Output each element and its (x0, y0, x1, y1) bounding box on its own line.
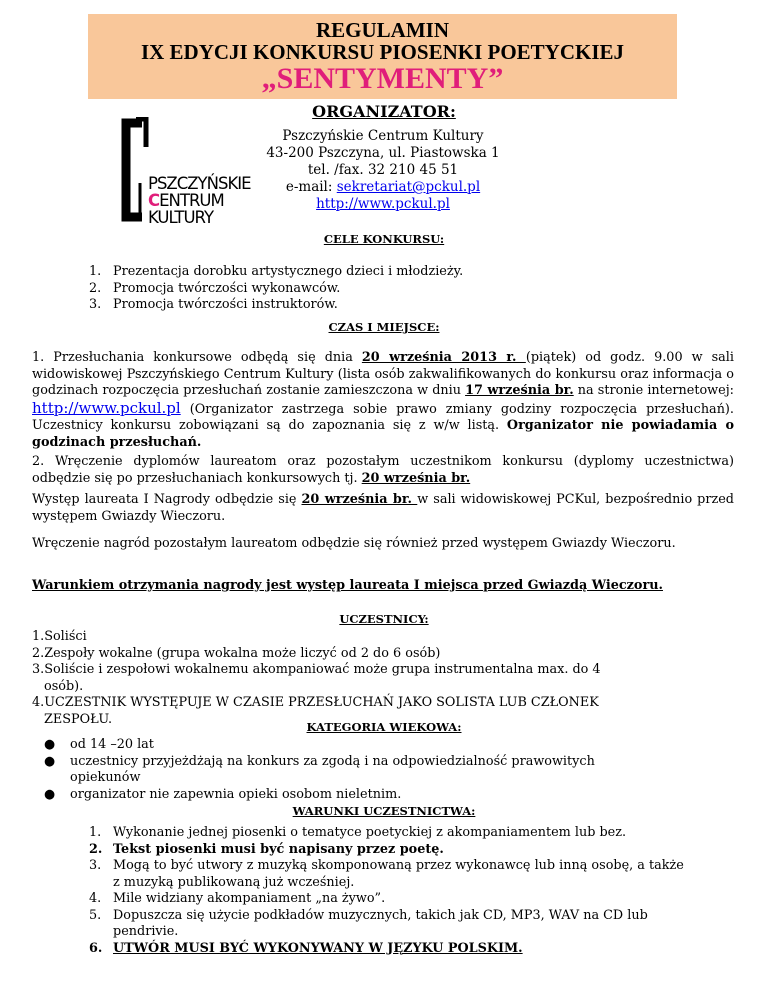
logo-text-line-1: PSZCZYŃSKIE (148, 174, 251, 193)
text-run: na stronie internetowej: (573, 383, 734, 398)
bullet-icon: ● (44, 737, 56, 752)
organizer-heading: ORGANIZATOR: (312, 102, 456, 121)
list-item: 2.Zespoły wokalne (grupa wokalna może liczyć od 2 do 6 osób) (32, 645, 441, 661)
organizer-address: 43-200 Pszczyna, ul. Piastowska 1 (266, 145, 500, 161)
item-number: 2. (89, 280, 102, 296)
hearings-paragraph (32, 350, 734, 451)
organizer-phone: tel. /fax. 32 210 45 51 (307, 162, 459, 178)
text-run: 2. Wręczenie dyplomów laureatom oraz pozostałym uczestnikom konkursu (dyplomy uczestnictwa) odbędzie się po przesłuchaniach konkursowych tj. (32, 454, 734, 486)
condition-text: Mile widziany akompaniament „na żywo”. (113, 891, 386, 906)
goals-heading: CELE KONKURSU: (323, 232, 445, 246)
title-line-1: REGULAMIN (315, 18, 449, 42)
item-number: 3. (89, 297, 102, 312)
bullet-text-continuation: opiekunów (70, 770, 141, 785)
bullet-text: uczestnicy przyjeżdżają na konkurs za zgodą i na odpowiedzialność prawowitych (70, 753, 595, 769)
list-item (89, 858, 734, 891)
condition-text-continuation: pendrivie. (113, 924, 179, 939)
goal-text: Promocja twórczości wykonawców. (113, 280, 341, 296)
text-run: 1. Przesłuchania konkursowe odbędą się dnia (32, 350, 362, 365)
logo-accent-letter: C (148, 191, 160, 210)
condition-text-continuation: z muzyką publikowaną już wcześniej. (113, 874, 355, 890)
list-item (44, 737, 724, 754)
list-item (89, 281, 689, 298)
item-number: 3. (89, 858, 102, 873)
list-item (89, 908, 734, 941)
goals-list (89, 264, 689, 314)
performance-date: 20 września br. (301, 492, 418, 507)
item-number: 6. (89, 940, 103, 956)
list-item (89, 891, 734, 908)
condition-text: UTWÓR MUSI BYĆ WYKONYWANY W JĘZYKU POLSKIM. (113, 940, 523, 956)
title-banner (88, 14, 677, 99)
organizer-email-line (258, 179, 508, 196)
hearing-date: 20 września 2013 r. (361, 350, 526, 365)
text-run: (Organizator zastrzega sobie prawo zmiany godziny rozpoczęcia przesłuchań). Uczestnicy konkursu zobowiązani są do zapoznania się z w/w listą. (32, 401, 734, 433)
age-category-heading: KATEGORIA WIEKOWA: (306, 720, 462, 734)
no-notice-statement: Organizator nie powiadamia o godzinach przesłuchań. (32, 418, 734, 450)
email-label: e-mail: (285, 179, 337, 195)
list-item (44, 787, 724, 804)
contest-name: „SENTYMENTY” (261, 62, 504, 95)
conditions-heading: WARUNKI UCZESTNICTWA: (292, 804, 476, 818)
laureate-performance-paragraph (32, 492, 734, 525)
list-item-continuation: osób). (44, 678, 84, 694)
condition-text: Mogą to być utwory z muzyką skomponowaną przez wykonawcę lub inną osobę, a także (113, 858, 684, 873)
organizer-contact (258, 128, 508, 213)
list-item: 3.Soliście i zespołowi wokalnemu akompaniować może grupa instrumentalna max. do 4 (32, 662, 601, 677)
participants-list (32, 629, 734, 728)
bullet-text: organizator nie zapewnia opieki osobom nieletnim. (70, 786, 402, 802)
bullet-text: od 14 –20 lat (70, 737, 154, 752)
bullet-icon: ● (44, 786, 56, 802)
list-item (89, 297, 689, 314)
condition-text: Wykonanie jednej piosenki o tematyce poetyckiej z akompaniamentem lub bez. (113, 825, 627, 840)
item-number: 1. (89, 825, 102, 840)
diplomas-date: 20 września br. (361, 470, 471, 486)
list-item (89, 842, 734, 859)
list-item (44, 754, 724, 787)
list-item-continuation: ZESPOŁU. (44, 711, 113, 727)
awards-paragraph: Wręczenie nagród pozostałym laureatom odbędzie się również przed występem Gwiazdy Wieczoru. (32, 536, 676, 551)
item-number: 5. (89, 907, 102, 923)
list-publish-date: 17 września br. (465, 383, 574, 398)
goal-text: Promocja twórczości instruktorów. (113, 297, 338, 312)
text-run: (piątek) od godz. 9.00 w sali widowiskowej Pszczyńskiego Centrum Kultury (lista osób zakwalifikowanych do konkursu oraz informacja o godzinach rozpoczęcia przesłuchań zostanie zamieszczona w dniu (32, 350, 734, 398)
website-link-inline[interactable]: http://www.pckul.pl (32, 398, 181, 417)
item-number: 2. (89, 841, 103, 857)
list-item: 1.Soliści (32, 629, 87, 644)
time-place-heading: CZAS I MIEJSCE: (328, 320, 440, 334)
conditions-list (89, 825, 734, 957)
list-item (89, 825, 734, 842)
organizer-name: Pszczyńskie Centrum Kultury (282, 128, 484, 144)
item-number: 1. (89, 264, 102, 279)
title-line-2: IX EDYCJI KONKURSU PIOSENKI POETYCKIEJ (140, 40, 625, 64)
list-item (89, 264, 689, 281)
logo-text-line-2-rest: ENTRUM (159, 191, 224, 210)
condition-text: Dopuszcza się użycie podkładów muzycznych, takich jak CD, MP3, WAV na CD lub (113, 907, 648, 923)
text-run: w sali widowiskowej PCKul, bezpośrednio przed występem Gwiazdy Wieczoru. (32, 492, 734, 524)
list-item (89, 941, 734, 958)
pck-logo (120, 117, 250, 225)
goal-text: Prezentacja dorobku artystycznego dzieci i młodzieży. (113, 264, 464, 279)
logo-text-line-2 (148, 192, 224, 209)
condition-text: Tekst piosenki musi być napisany przez poetę. (113, 841, 444, 857)
item-number: 4. (89, 891, 102, 906)
participants-heading: UCZESTNICY: (339, 612, 429, 626)
bullet-icon: ● (44, 753, 56, 769)
age-list (44, 737, 724, 803)
logo-text-line-3: KULTURY (148, 208, 214, 227)
diplomas-paragraph (32, 454, 734, 487)
website-link[interactable]: http://www.pckul.pl (316, 196, 450, 212)
email-link[interactable]: sekretariat@pckul.pl (336, 179, 481, 195)
award-condition: Warunkiem otrzymania nagrody jest występ laureata I miejsca przed Gwiazdą Wieczoru. (32, 578, 663, 593)
list-item: 4.UCZESTNIK WYSTĘPUJE W CZASIE PRZESŁUCHAŃ JAKO SOLISTA LUB CZŁONEK (32, 695, 599, 710)
text-run: Występ laureata I Nagrody odbędzie się (32, 492, 302, 507)
